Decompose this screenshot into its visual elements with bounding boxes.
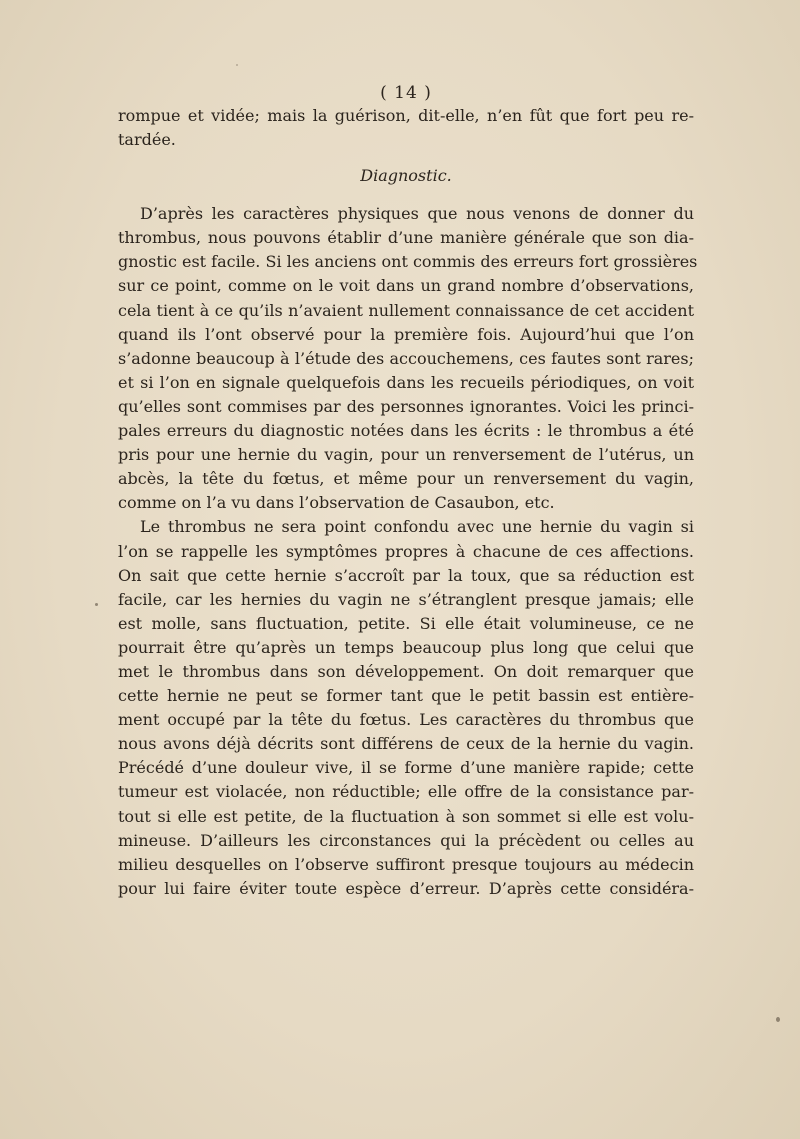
- paragraph-1: [118, 202, 698, 515]
- page-text: [118, 82, 698, 901]
- page-number: ( 14 ): [380, 83, 432, 103]
- text-line: l’on se rappelle les symptômes propres à chacune de ces affections.: [118, 541, 694, 561]
- text-line: pris pour une hernie du vagin, pour un renversement de l’utérus, un: [118, 445, 694, 465]
- paragraph-2: [118, 515, 694, 901]
- text-line: Précédé d’une douleur vive, il se forme d’une manière rapide; cette: [118, 758, 694, 778]
- text-line: mineuse. D’ailleurs les circonstances qui la précèdent ou celles au: [118, 830, 694, 850]
- paper-speck: [776, 1017, 780, 1022]
- text-line: D’après les caractères physiques que nous venons de donner du: [140, 204, 694, 224]
- text-line: tardée.: [118, 130, 176, 150]
- paper-speck: [236, 64, 238, 66]
- text-line: qu’elles sont commises par des personnes ignorantes. Voici les princi-: [118, 396, 694, 416]
- text-line: met le thrombus dans son développement. On doit remarquer que: [118, 661, 694, 681]
- text-line: nous avons déjà décrits sont différens de ceux de la hernie du vagin.: [118, 734, 694, 754]
- text-line: quand ils l’ont observé pour la première fois. Aujourd’hui que l’on: [118, 324, 694, 344]
- text-line: milieu desquelles on l’observe suffiront presque toujours au médecin: [118, 854, 694, 874]
- text-line: rompue et vidée; mais la guérison, dit-elle, n’en fût que fort peu re-: [118, 106, 694, 125]
- text-line: pales erreurs du diagnostic notées dans les écrits : le thrombus a été: [118, 421, 694, 441]
- text-line: On sait que cette hernie s’accroît par la toux, que sa réduction est: [118, 565, 694, 585]
- text-line: s’adonne beaucoup à l’étude des accouchemens, ces fautes sont rares;: [118, 348, 694, 368]
- text-line: tout si elle est petite, de la fluctuation à son sommet si elle est volu-: [118, 806, 694, 826]
- text-line: pourrait être qu’après un temps beaucoup plus long que celui que: [118, 637, 694, 657]
- text-line: sur ce point, comme on le voit dans un grand nombre d’observations,: [118, 276, 694, 296]
- text-line: gnostic est facile. Si les anciens ont commis des erreurs fort grossières: [118, 252, 698, 272]
- text-line: et si l’on en signale quelquefois dans les recueils périodiques, on voit: [118, 372, 694, 392]
- section-heading: Diagnostic.: [360, 166, 452, 186]
- text-line: facile, car les hernies du vagin ne s’étranglent presque jamais; elle: [118, 589, 694, 609]
- text-line: Le thrombus ne sera point confondu avec une hernie du vagin si: [140, 517, 694, 537]
- text-line: est molle, sans fluctuation, petite. Si elle était volumineuse, ce ne: [118, 613, 694, 633]
- text-line: cette hernie ne peut se former tant que le petit bassin est entière-: [118, 686, 694, 706]
- paper-speck: [95, 603, 98, 606]
- text-line: thrombus, nous pouvons établir d’une manière générale que son dia-: [118, 228, 694, 248]
- text-line: ment occupé par la tête du fœtus. Les caractères du thrombus que: [118, 710, 694, 730]
- text-line: comme on l’a vu dans l’observation de Casaubon, etc.: [118, 493, 555, 513]
- text-line: cela tient à ce qu’ils n’avaient nullement connaissance de cet accident: [118, 300, 694, 320]
- text-line: pour lui faire éviter toute espèce d’erreur. D’après cette considéra-: [118, 878, 694, 898]
- text-line: tumeur est violacée, non réductible; elle offre de la consistance par-: [118, 782, 694, 802]
- text-line: abcès, la tête du fœtus, et même pour un renversement du vagin,: [118, 469, 694, 489]
